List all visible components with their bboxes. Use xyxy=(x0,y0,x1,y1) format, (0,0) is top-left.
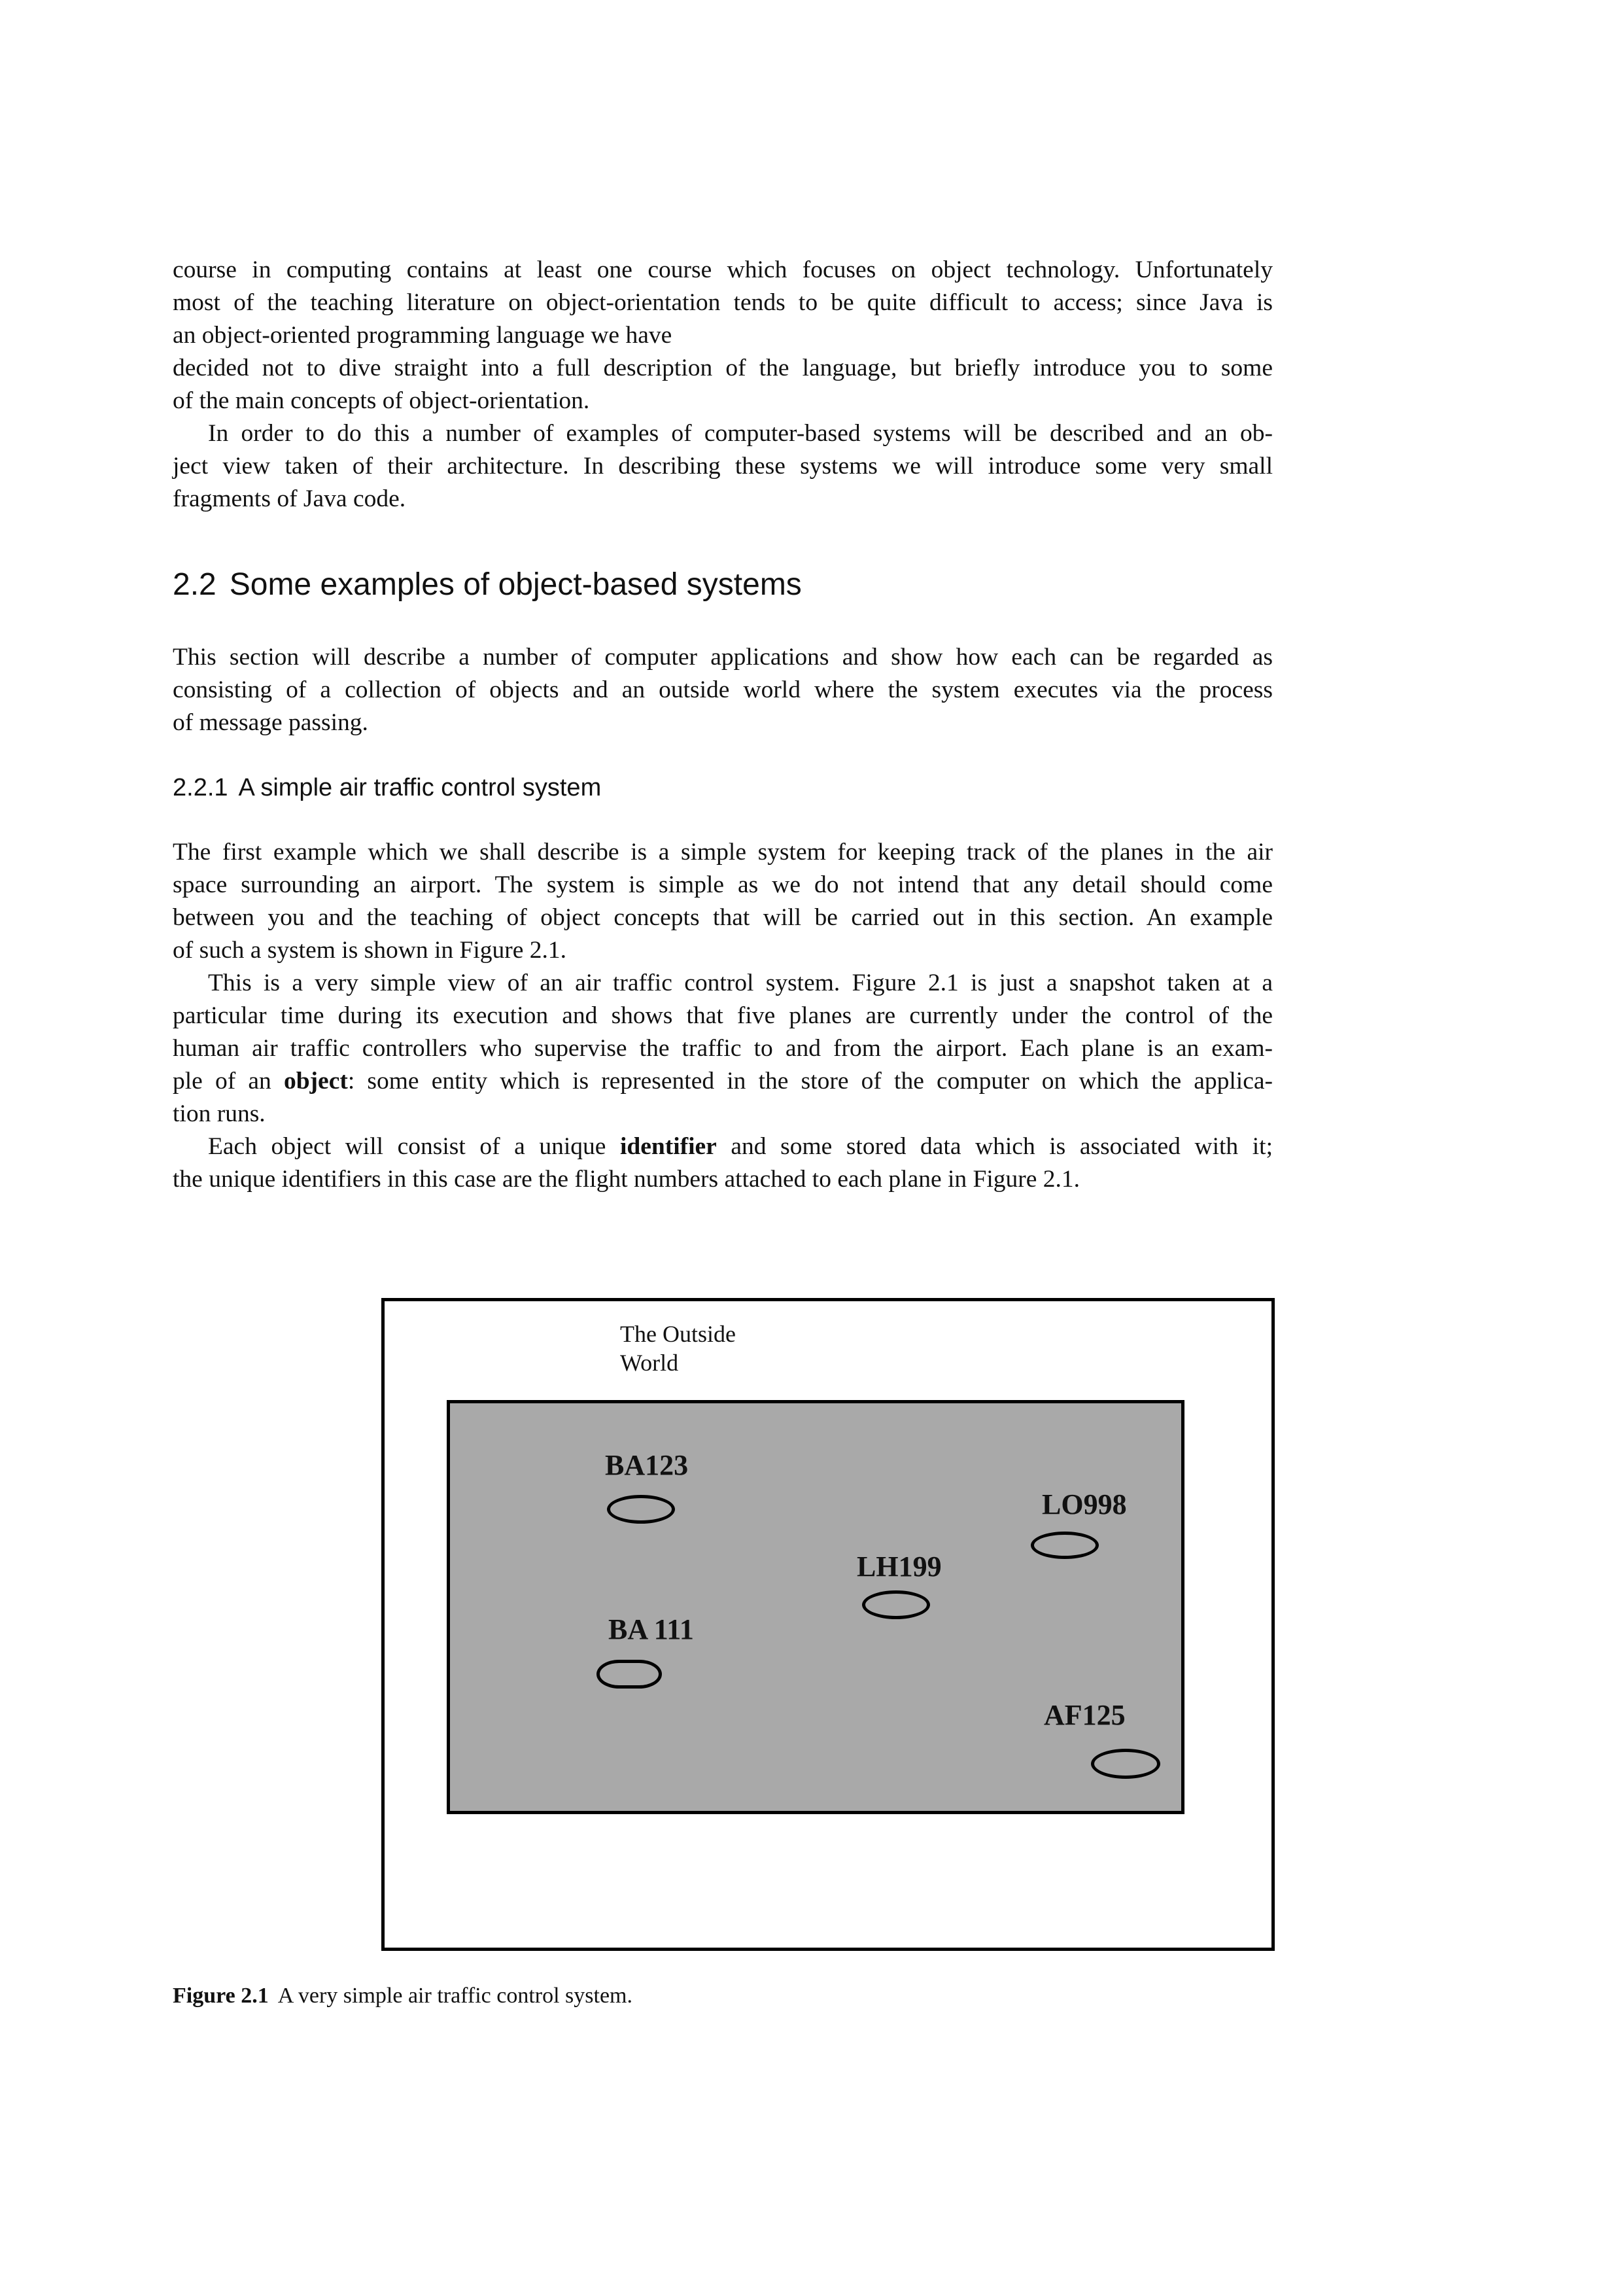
term-object: object xyxy=(283,1068,348,1095)
figure-caption-text: A very simple air traffic control system. xyxy=(277,1984,632,2008)
text-line: In order to do this a number of examples of computer-based systems will be described and an ob- xyxy=(208,420,1273,447)
text-line: space surrounding an airport. The system is simple as we do not intend that any detail should come xyxy=(173,871,1273,898)
figure-system-box xyxy=(447,1400,1184,1814)
subsection-title: A simple air traffic control system xyxy=(238,774,602,801)
plane-icon xyxy=(862,1590,930,1619)
figure-caption xyxy=(173,1982,632,2010)
plane-label: BA123 xyxy=(605,1449,689,1481)
text-line: human air traffic controllers who supervise the traffic to and from the airport. Each plane is an exam- xyxy=(173,1035,1273,1062)
text-line: of the main concepts of object-orientation. xyxy=(173,387,590,414)
text-line: tion runs. xyxy=(173,1100,266,1127)
text-line: the unique identifiers in this case are the flight numbers attached to each plane in Figure 2.1. xyxy=(173,1166,1080,1193)
text-line: This section will describe a number of computer applications and show how each can be regarded as xyxy=(173,644,1273,671)
text-line: an object-oriented programming language we have xyxy=(173,322,672,349)
subsection-paragraph-3 xyxy=(173,1130,1273,1196)
text-fragment: ple of an xyxy=(173,1068,284,1095)
subsection-number: 2.2.1 xyxy=(173,774,228,801)
term-identifier: identifier xyxy=(619,1133,717,1160)
outside-world-label-line: The Outside xyxy=(620,1321,736,1347)
plane-icon xyxy=(1091,1749,1160,1779)
plane-icon xyxy=(607,1495,675,1524)
text-line: most of the teaching literature on object-orientation tends to be quite difficult to access; since Java is xyxy=(173,289,1273,316)
text-fragment: : some entity which is represented in the store of the computer on which the applica- xyxy=(347,1068,1273,1095)
text-line: decided not to dive straight into a full description of the language, but briefly introduce you to some xyxy=(173,355,1273,381)
text-line: fragments of Java code. xyxy=(173,485,406,512)
text-fragment: Each object will consist of a unique xyxy=(208,1133,620,1160)
intro-paragraph-1 xyxy=(173,254,1273,417)
figure-outside-world-box xyxy=(381,1298,1275,1951)
intro-paragraph-2 xyxy=(173,417,1273,516)
text-line: The first example which we shall describe is a simple system for keeping track of the planes in the air xyxy=(173,839,1273,866)
plane-icon xyxy=(1031,1532,1099,1559)
text-line: of such a system is shown in Figure 2.1. xyxy=(173,937,567,964)
text-line xyxy=(173,1065,1273,1098)
text-fragment: and some stored data which is associated with it; xyxy=(716,1133,1273,1160)
plane-label: BA 111 xyxy=(608,1613,694,1645)
text-line: This is a very simple view of an air traffic control system. Figure 2.1 is just a snapshot taken at a xyxy=(208,970,1273,996)
section-title: Some examples of object-based systems xyxy=(229,567,802,602)
subsection-paragraph-1 xyxy=(173,836,1273,967)
section-number: 2.2 xyxy=(173,567,216,602)
outside-world-label xyxy=(620,1320,736,1377)
section-text xyxy=(173,641,1273,739)
plane-label: AF125 xyxy=(1044,1699,1126,1731)
outside-world-label-line: World xyxy=(620,1350,679,1376)
intro-text xyxy=(173,254,1273,516)
plane-label: LH199 xyxy=(857,1550,942,1583)
subsection-heading xyxy=(173,773,601,803)
text-line: consisting of a collection of objects and an outside world where the system executes via the process xyxy=(173,676,1273,703)
section-heading xyxy=(173,567,802,603)
section-paragraph xyxy=(173,641,1273,739)
plane-label: LO998 xyxy=(1042,1488,1127,1520)
plane-icon xyxy=(596,1660,662,1689)
text-line: between you and the teaching of object concepts that will be carried out in this section. An example xyxy=(173,904,1273,931)
subsection-text xyxy=(173,836,1273,1196)
figure-caption-label: Figure 2.1 xyxy=(173,1984,269,2008)
text-line xyxy=(173,1130,1273,1163)
text-line: particular time during its execution and shows that five planes are currently under the control of the xyxy=(173,1002,1273,1029)
text-line: course in computing contains at least one course which focuses on object technology. Unfortunately xyxy=(173,256,1273,283)
subsection-paragraph-2 xyxy=(173,967,1273,1130)
text-line: ject view taken of their architecture. In describing these systems we will introduce some very small xyxy=(173,453,1273,480)
text-line: of message passing. xyxy=(173,709,368,736)
